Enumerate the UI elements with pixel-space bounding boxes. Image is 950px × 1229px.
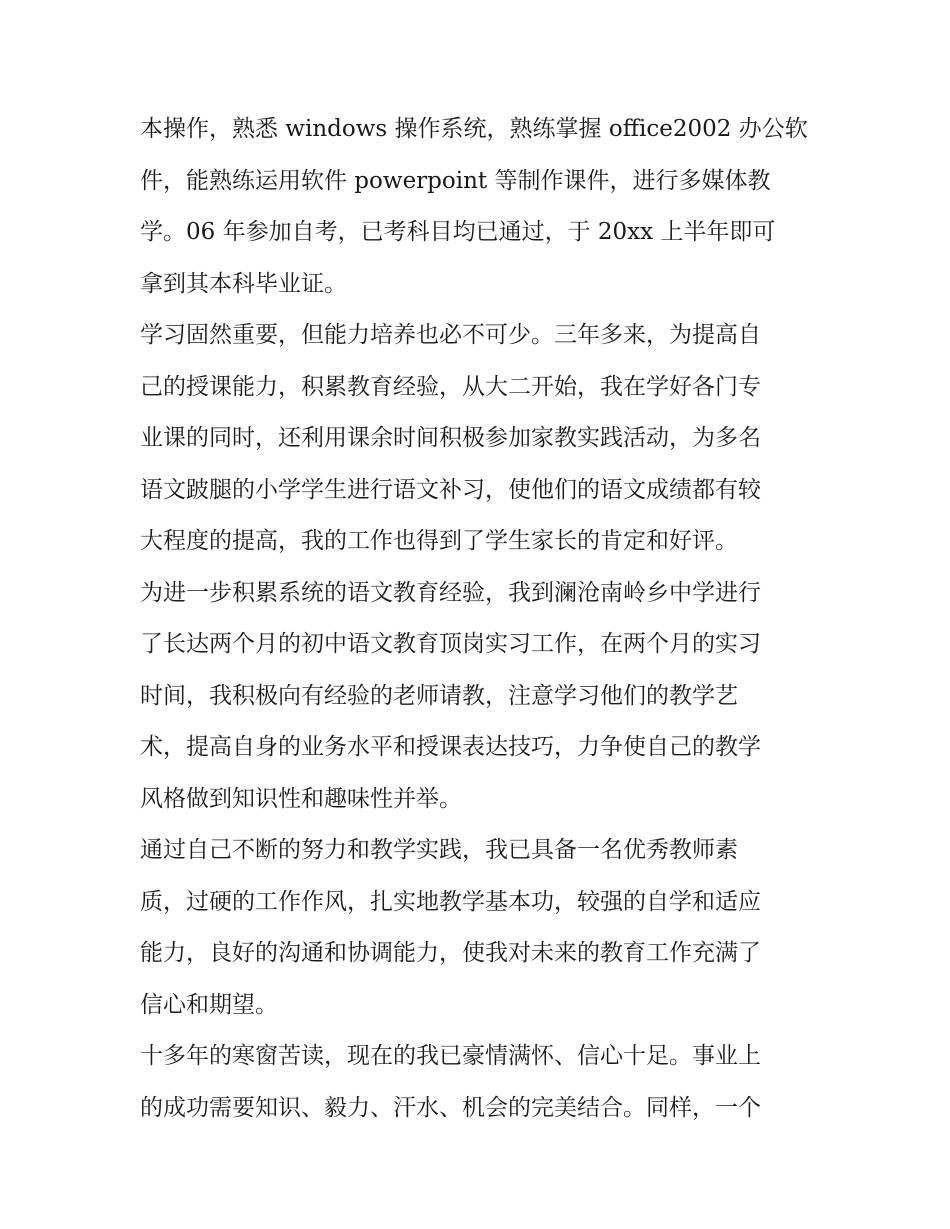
text-line: 通过自己不断的努力和教学实践，我已具备一名优秀教师素 (140, 837, 738, 863)
text-line: 质，过硬的工作作风，扎实地教学基本功，较强的自学和适应 (140, 888, 761, 915)
text-line: 能力，良好的沟通和协调能力，使我对未来的教育工作充满了 (140, 940, 761, 966)
text-line: 时间，我积极向有经验的老师请教，注意学习他们的教学艺 (140, 682, 738, 709)
text-line: 件，能熟练运用软件 powerpoint 等制作课件，进行多媒体教 (140, 167, 771, 194)
text-line: 十多年的寒窗苦读，现在的我已豪情满怀、信心十足。事业上 (140, 1043, 761, 1069)
paragraph-ability (140, 310, 816, 568)
text-line: 的成功需要知识、毅力、汗水、机会的完美结合。同样，一个 (140, 1094, 761, 1121)
paragraph-internship (140, 568, 816, 826)
text-line: 学习固然重要，但能力培养也必不可少。三年多来，为提高自 (140, 322, 761, 348)
text-line: 学。06 年参加自考，已考科目均已通过，于 20xx 上半年即可 (140, 219, 776, 245)
paragraph-outlook (140, 1031, 816, 1134)
text-line: 本操作，熟悉 windows 操作系统，熟练掌握 office2002 办公软 (140, 116, 808, 142)
text-line: 己的授课能力，积累教育经验，从大二开始，我在学好各门专 (140, 373, 761, 400)
text-line: 拿到其本科毕业证。 (140, 270, 347, 297)
text-line: 为进一步积累系统的语文教育经验，我到澜沧南岭乡中学进行 (140, 579, 761, 606)
document-body (140, 104, 816, 1134)
text-line: 术，提高自身的业务水平和授课表达技巧，力争使自己的教学 (140, 734, 761, 760)
paragraph-skills (140, 104, 816, 310)
paragraph-qualities (140, 825, 816, 1031)
text-line: 语文跛腿的小学学生进行语文补习，使他们的语文成绩都有较 (140, 476, 761, 503)
text-line: 了长达两个月的初中语文教育顶岗实习工作，在两个月的实习 (140, 631, 761, 657)
text-line: 大程度的提高，我的工作也得到了学生家长的肯定和好评。 (140, 528, 738, 554)
text-line: 业课的同时，还利用课余时间积极参加家教实践活动，为多名 (140, 425, 761, 451)
text-line: 信心和期望。 (140, 991, 278, 1018)
text-line: 风格做到知识性和趣味性并举。 (140, 785, 462, 812)
